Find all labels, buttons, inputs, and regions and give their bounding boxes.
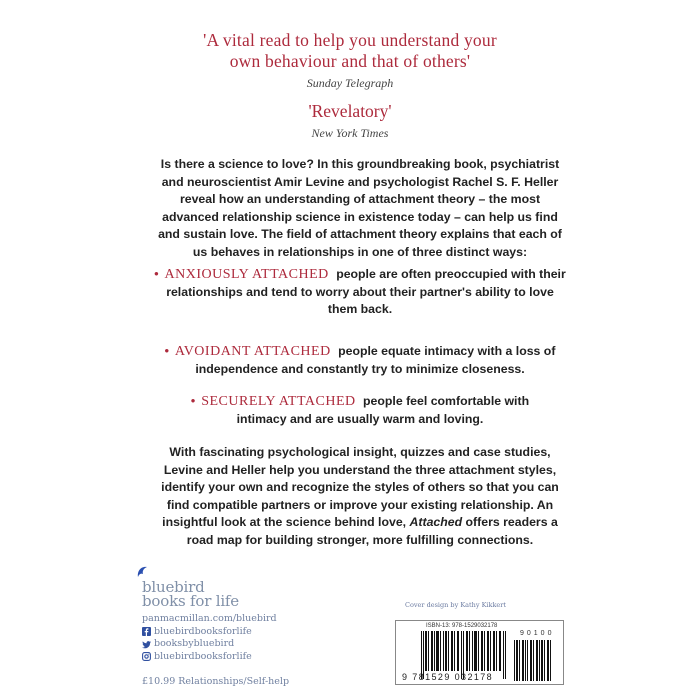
style-description: people are often preoccupied with their relationships and tend to worry about their partner's ability to love them back. — [166, 267, 566, 316]
twitter-link[interactable] — [142, 638, 277, 651]
attachment-style-anxious — [150, 266, 570, 319]
publisher-logo — [142, 580, 239, 608]
style-description: people equate intimacy with a loss of independence and constantly try to minimize closeness. — [195, 344, 556, 376]
quote-source-2: New York Times — [311, 126, 389, 140]
twitter-icon — [142, 640, 151, 649]
quote-line-1: 'A vital read to help you understand your — [203, 30, 497, 50]
bullet-icon: • — [164, 344, 169, 358]
isbn-label: ISBN-13: 978-1529032178 — [426, 623, 498, 629]
book-title: Attached — [409, 515, 463, 529]
website-text: panmacmillan.com/bluebird — [142, 613, 277, 624]
logo-line-1: bluebird — [142, 578, 205, 596]
style-name: ANXIOUSLY ATTACHED — [164, 267, 329, 282]
ean-digits: 9 781529 032178 — [402, 672, 494, 682]
facebook-icon — [142, 627, 151, 636]
instagram-icon — [142, 652, 151, 661]
facebook-text: bluebirdbooksforlife — [154, 625, 252, 637]
bullet-icon: • — [190, 394, 196, 408]
closing-text: With fascinating psychological insight, quizzes and case studies, Levine and Heller help you understand the three attachment styles, identify your own and recognize the styles of others so that you can find compatible partners or improve your existing relationship. An insightful look at the science behind love, — [161, 445, 559, 529]
price-category: £10.99 Relationships/Self-help — [142, 676, 290, 687]
style-name: AVOIDANT ATTACHED — [174, 344, 331, 359]
style-description: people feel comfortable with intimacy and are usually warm and loving. — [236, 394, 530, 426]
instagram-text: bluebirdbooksforlife — [154, 650, 252, 662]
twitter-text: booksbybluebird — [154, 638, 235, 649]
addon-digits: 90100 — [520, 630, 555, 637]
publisher-contacts — [142, 613, 277, 663]
blurb-closing — [150, 444, 570, 549]
attachment-style-avoidant — [150, 343, 570, 378]
addon-barcode-bars — [514, 640, 552, 681]
logo-line-2: books for life — [142, 592, 239, 610]
quote-source-1: Sunday Telegraph — [306, 76, 394, 90]
instagram-link[interactable] — [142, 651, 277, 664]
bullet-icon: • — [154, 267, 159, 281]
style-name: SECURELY ATTACHED — [201, 394, 356, 409]
barcode — [395, 620, 564, 685]
closing-text: offers readers a road map for building stronger, more fulfilling connections. — [186, 515, 558, 547]
review-quote-2: 'Revelatory' — [308, 101, 392, 121]
website-link[interactable] — [142, 613, 277, 626]
quote-line-2: own behaviour and that of others' — [229, 51, 471, 71]
blurb-intro: Is there a science to love? In this groundbreaking book, psychiatrist and neuroscientist Amir Levine and psychologist Rachel S. F. Heller reveal how an understanding of attachment theory – the most advanced relationship science in existence today – can help us find and sustain love. The field of attachment theory explains that each of us behaves in relationships in one of three distinct ways: — [158, 157, 562, 259]
facebook-link[interactable] — [142, 626, 277, 639]
cover-design-credit: Cover design by Kathy Kikkert — [405, 601, 506, 609]
review-quote-1 — [0, 30, 700, 72]
bluebird-logo-icon — [136, 565, 150, 579]
attachment-style-secure — [175, 393, 545, 428]
